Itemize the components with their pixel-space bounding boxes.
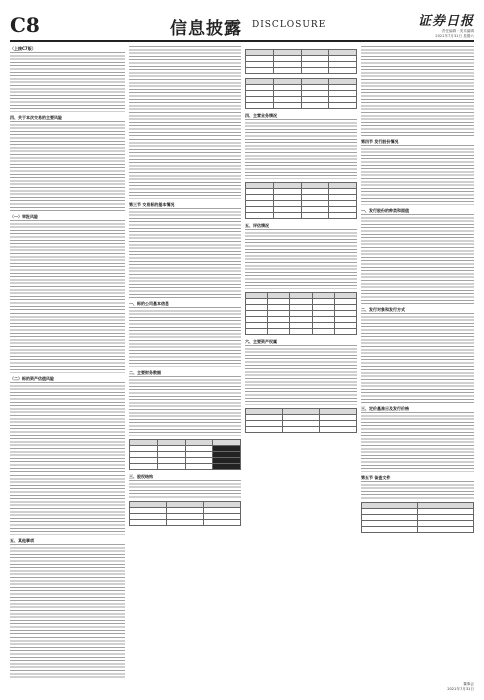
column-heading: 一、发行股份的种类和面值 [361, 208, 409, 213]
text-block [361, 145, 474, 205]
text-block [10, 382, 125, 472]
masthead-right [334, 10, 474, 39]
column-2 [129, 46, 241, 678]
text-block [10, 121, 125, 211]
page-number: C8 [10, 13, 40, 37]
column-heading: 三、定价基准日及发行价格 [361, 406, 409, 411]
data-table [245, 292, 357, 335]
data-table [245, 182, 357, 219]
text-block [361, 46, 474, 136]
text-block [361, 313, 474, 403]
data-table [245, 78, 357, 109]
text-block [10, 313, 125, 373]
text-block [129, 307, 241, 367]
text-block [129, 46, 241, 136]
data-table [245, 408, 357, 433]
signature-date: 2021年7月31日 [447, 687, 474, 691]
text-block [245, 119, 357, 179]
column-heading: （二）标的资产估值风险 [10, 376, 54, 381]
data-table [245, 49, 357, 74]
data-table [129, 439, 241, 470]
text-block [245, 229, 357, 289]
masthead-date: 2021年7月31日 星期六 [435, 34, 474, 38]
column-heading: 第三节 交易标的基本情况 [129, 202, 175, 207]
column-4 [361, 46, 474, 678]
text-block [361, 481, 474, 499]
text-block [10, 544, 125, 634]
newspaper-logo: 证券日报 [417, 14, 474, 29]
text-block [361, 412, 474, 472]
text-block [129, 480, 241, 498]
masthead [10, 8, 474, 42]
text-block [10, 220, 125, 310]
text-block [245, 345, 357, 405]
column-heading: 第五节 备查文件 [361, 475, 391, 480]
column-heading: 一、标的公司基本信息 [129, 301, 169, 306]
text-block [129, 376, 241, 436]
text-block [129, 208, 241, 298]
column-heading: 二、发行对象和发行方式 [361, 307, 405, 312]
text-block [361, 214, 474, 304]
data-table [361, 502, 474, 533]
signature-company: 董事会 [463, 682, 474, 686]
article-columns [10, 46, 474, 678]
text-block [10, 52, 125, 112]
column-heading: 五、评估情况 [245, 223, 269, 228]
column-heading: 二、主要财务数据 [129, 370, 161, 375]
column-3 [245, 46, 357, 678]
section-subtitle: DISCLOSURE [252, 20, 327, 30]
masthead-meta: 责任编辑 · 美术编辑 [441, 29, 474, 33]
column-heading: 六、主要资产权属 [245, 339, 277, 344]
column-heading: 四、关于本次交易的主要风险 [10, 115, 62, 120]
column-heading: 五、其他事项 [10, 538, 34, 543]
column-heading: 三、股权结构 [129, 474, 153, 479]
column-heading: 四、主营业务情况 [245, 113, 277, 118]
data-table [129, 501, 241, 526]
text-block [10, 637, 125, 678]
column-1 [10, 46, 125, 678]
signature-block [447, 682, 474, 692]
column-heading: （一）审批风险 [10, 214, 38, 219]
column-heading: （上接C7版） [10, 46, 36, 51]
text-block [129, 139, 241, 199]
column-heading: 第四节 发行股份情况 [361, 139, 399, 144]
section-title: 信息披露 [170, 19, 242, 39]
text-block [10, 475, 125, 535]
